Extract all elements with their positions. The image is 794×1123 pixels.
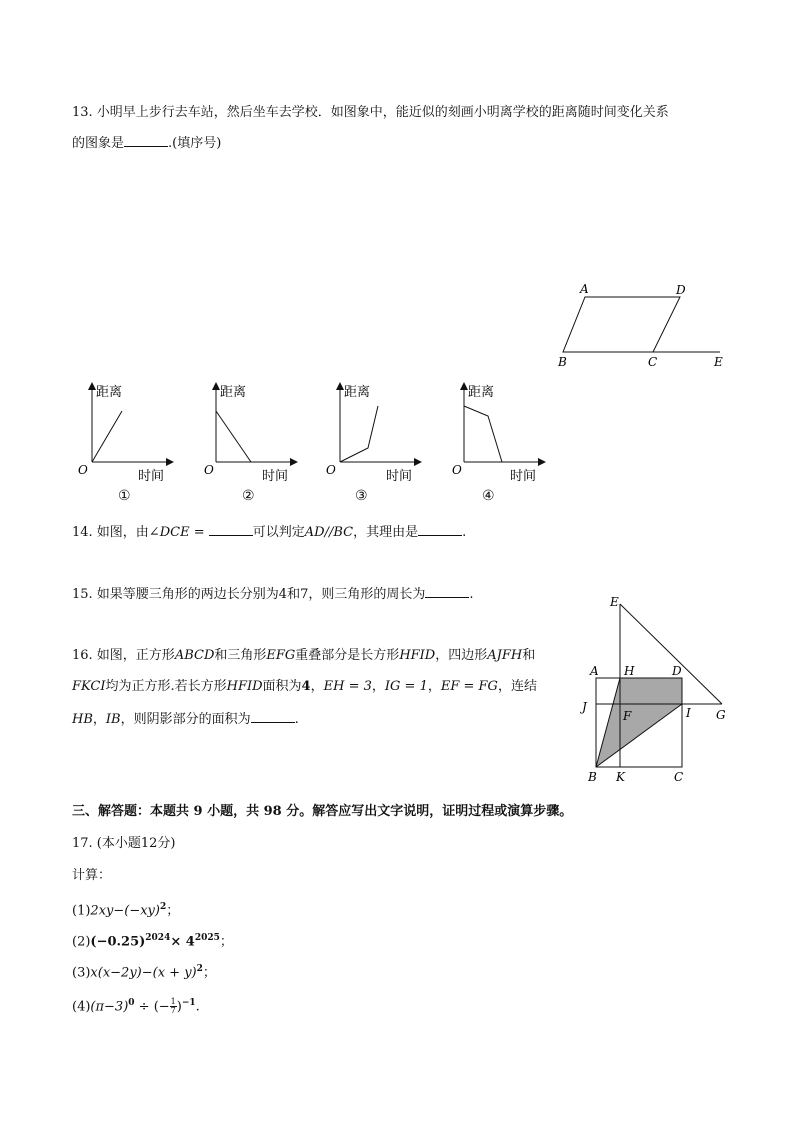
q13-text-a: 的图象是	[72, 136, 125, 151]
q14-answer-blank-2[interactable]	[418, 523, 462, 536]
label-J: J	[582, 700, 587, 714]
graph-1-origin: O	[78, 463, 88, 477]
graph-3-origin: O	[326, 463, 336, 477]
graph-2-number: ②	[242, 488, 255, 504]
q17-title-text: 17. (本小题12分)	[72, 836, 176, 851]
graph-4-origin: O	[452, 463, 462, 477]
q14-text-c: ，其理由是	[353, 525, 419, 540]
q17-p4-base: (π−3)	[90, 999, 129, 1015]
parallelogram-abcd	[563, 297, 680, 352]
q16-text-2c: ，	[310, 679, 324, 694]
square-triangle-figure	[576, 592, 736, 792]
q16-fkci: FKCI	[72, 679, 106, 694]
q17-p4-denominator: 7	[170, 1006, 176, 1016]
q16-ib: IB	[105, 712, 121, 727]
graph-1-xlabel: 时间	[138, 469, 165, 484]
q16-ajfh: AJFH	[487, 648, 523, 663]
q16-hfid-2: HFID	[226, 679, 263, 694]
q15-text-a: 15. 如果等腰三角形的两边长分别为4和7，则三角形的周长为	[72, 587, 426, 602]
graph-3-curve	[340, 406, 378, 462]
q16-text-1a: 16. 如图，正方形	[72, 648, 175, 663]
q16-abcd: ABCD	[174, 648, 215, 663]
graph-2-curve	[216, 411, 251, 462]
q16-ef: EF = FG	[440, 679, 498, 694]
q16-text-1b: 和三角形	[214, 648, 267, 663]
q17-title	[72, 835, 176, 853]
graph-2-ylabel: 距离	[220, 385, 247, 400]
graphs-figure	[72, 378, 552, 490]
q17-part2	[72, 929, 233, 951]
q14-line: 14. 如图，由∠DCE = 可以判定AD//BC，其理由是 .	[72, 525, 467, 540]
graph-1-curve	[92, 411, 122, 462]
label-G: G	[716, 708, 726, 722]
q16-text-3b: ，则阴影部分的面积为	[120, 712, 251, 727]
graph-1	[78, 384, 172, 484]
q17-calc-text: 计算：	[72, 868, 112, 883]
q17-p1-expr: 2xy−(−xy)	[90, 903, 160, 919]
q16-text-2a: 均为正方形.若长方形	[105, 679, 227, 694]
q17-p4-close: )	[176, 999, 182, 1015]
q14-parallel: AD//BC	[304, 525, 354, 540]
q17-p2-exp1: 2024	[145, 933, 171, 943]
q16-line2: FKCI均为正方形.若长方形HFID面积为4，EH = 3，IG = 1，EF = FG，连结	[72, 679, 537, 694]
graph-1-ylabel: 距离	[96, 385, 123, 400]
graph-4-number: ④	[482, 488, 495, 504]
q16-text-2d: ，连结	[497, 679, 537, 694]
q14-text-a: 14. 如图，由∠	[72, 525, 160, 540]
label-B: B	[558, 355, 567, 369]
shaded-region	[596, 678, 682, 767]
q16-four: 4	[301, 679, 311, 694]
graph-4-xlabel: 时间	[510, 469, 537, 484]
q17-part1	[72, 898, 179, 920]
q13-text: 13. 小明早上步行去车站，然后坐车去学校．如图象中，能近似的刻画小明离学校的距离随时间变化关系	[72, 105, 669, 120]
q16-line3: HB，IB，则阴影部分的面积为 .	[72, 712, 299, 727]
q16-hfid: HFID	[399, 648, 436, 663]
q16-ig: IG = 1	[384, 679, 428, 694]
q17-p4-exp1: 0	[128, 998, 135, 1008]
q17-p4-exp2: −1	[181, 998, 196, 1008]
q13-answer-blank[interactable]	[124, 134, 168, 147]
label-D: D	[676, 283, 686, 297]
label-A-sq: A	[590, 664, 599, 678]
q13-line2	[72, 134, 221, 153]
q17-p1-label: (1)	[72, 903, 91, 919]
q17-p2-times: × 4	[170, 934, 195, 950]
q17-part3	[72, 960, 216, 982]
section-3-heading	[72, 803, 572, 821]
q14-answer-blank-1[interactable]	[209, 523, 253, 536]
graph-2-xlabel: 时间	[262, 469, 289, 484]
q17-p4-fraction	[170, 998, 177, 1015]
graph-4-curve	[464, 406, 502, 462]
label-H: H	[624, 664, 635, 678]
q16-eh: EH = 3	[323, 679, 372, 694]
q17-p4-label: (4)	[72, 999, 91, 1015]
q16-text-1d: ，四边形	[435, 648, 488, 663]
q14-text-b: 可以判定	[252, 525, 305, 540]
graph-3-ylabel: 距离	[344, 385, 371, 400]
graph-3-number: ③	[355, 488, 368, 504]
graph-1-number: ①	[118, 488, 131, 504]
q15-answer-blank[interactable]	[425, 585, 469, 598]
q16-text-1c: 重叠部分是长方形	[295, 648, 400, 663]
q14-angle: DCE	[159, 525, 190, 540]
q16-text-3c: .	[294, 712, 299, 727]
q16-answer-blank[interactable]	[251, 710, 295, 723]
q16-text-1e: 和	[522, 648, 536, 663]
q16-line1	[72, 647, 535, 665]
graph-2-origin: O	[204, 463, 214, 477]
q14-text-d: .	[462, 525, 467, 540]
label-C-sq: C	[674, 770, 684, 784]
q17-p4-numerator: 1	[170, 997, 176, 1007]
label-K: K	[616, 770, 625, 784]
label-E-sq: E	[610, 595, 619, 609]
q15-line	[72, 585, 474, 604]
q17-p3-end: ；	[202, 965, 216, 981]
q17-p2-label: (2)	[72, 934, 91, 950]
label-B-sq: B	[588, 770, 597, 784]
q17-p4-end: .	[195, 999, 200, 1015]
q16-text-2b: 面积为	[262, 679, 302, 694]
graph-3-xlabel: 时间	[386, 469, 413, 484]
section-3-text: 三、解答题：本题共 9 小题，共 98 分。解答应写出文字说明，证明过程或演算步骤。	[72, 804, 573, 819]
q17-p3-label: (3)	[72, 965, 91, 981]
label-A: A	[580, 282, 589, 296]
q17-p2-exp2: 2025	[194, 933, 220, 943]
q17-calc	[72, 867, 111, 885]
label-I: I	[686, 706, 691, 720]
q16-efg: EFG	[266, 648, 296, 663]
q17-part4	[72, 994, 200, 1016]
q17-p1-end: ；	[166, 903, 180, 919]
q17-p2-base: (−0.25)	[90, 934, 146, 950]
q17-p3-expr: x(x−2y)−(x + y)	[90, 965, 197, 981]
q13-line1	[72, 104, 669, 122]
q17-p2-end: ；	[219, 934, 233, 950]
graph-4	[452, 384, 544, 484]
parallelogram-figure	[550, 280, 740, 375]
q17-p3-exp: 2	[196, 964, 203, 974]
q13-text-b: .(填序号)	[168, 136, 222, 151]
q15-text-b: .	[469, 587, 474, 602]
q16-hb: HB	[72, 712, 93, 727]
label-D-sq: D	[672, 664, 682, 678]
label-F: F	[623, 709, 632, 723]
graph-2	[204, 384, 296, 484]
label-C: C	[648, 355, 658, 369]
q17-p1-exp: 2	[159, 902, 167, 912]
graph-3	[326, 384, 420, 484]
graph-4-ylabel: 距离	[468, 385, 495, 400]
label-E: E	[714, 355, 723, 369]
q17-p4-div: ÷ (−	[134, 999, 170, 1015]
